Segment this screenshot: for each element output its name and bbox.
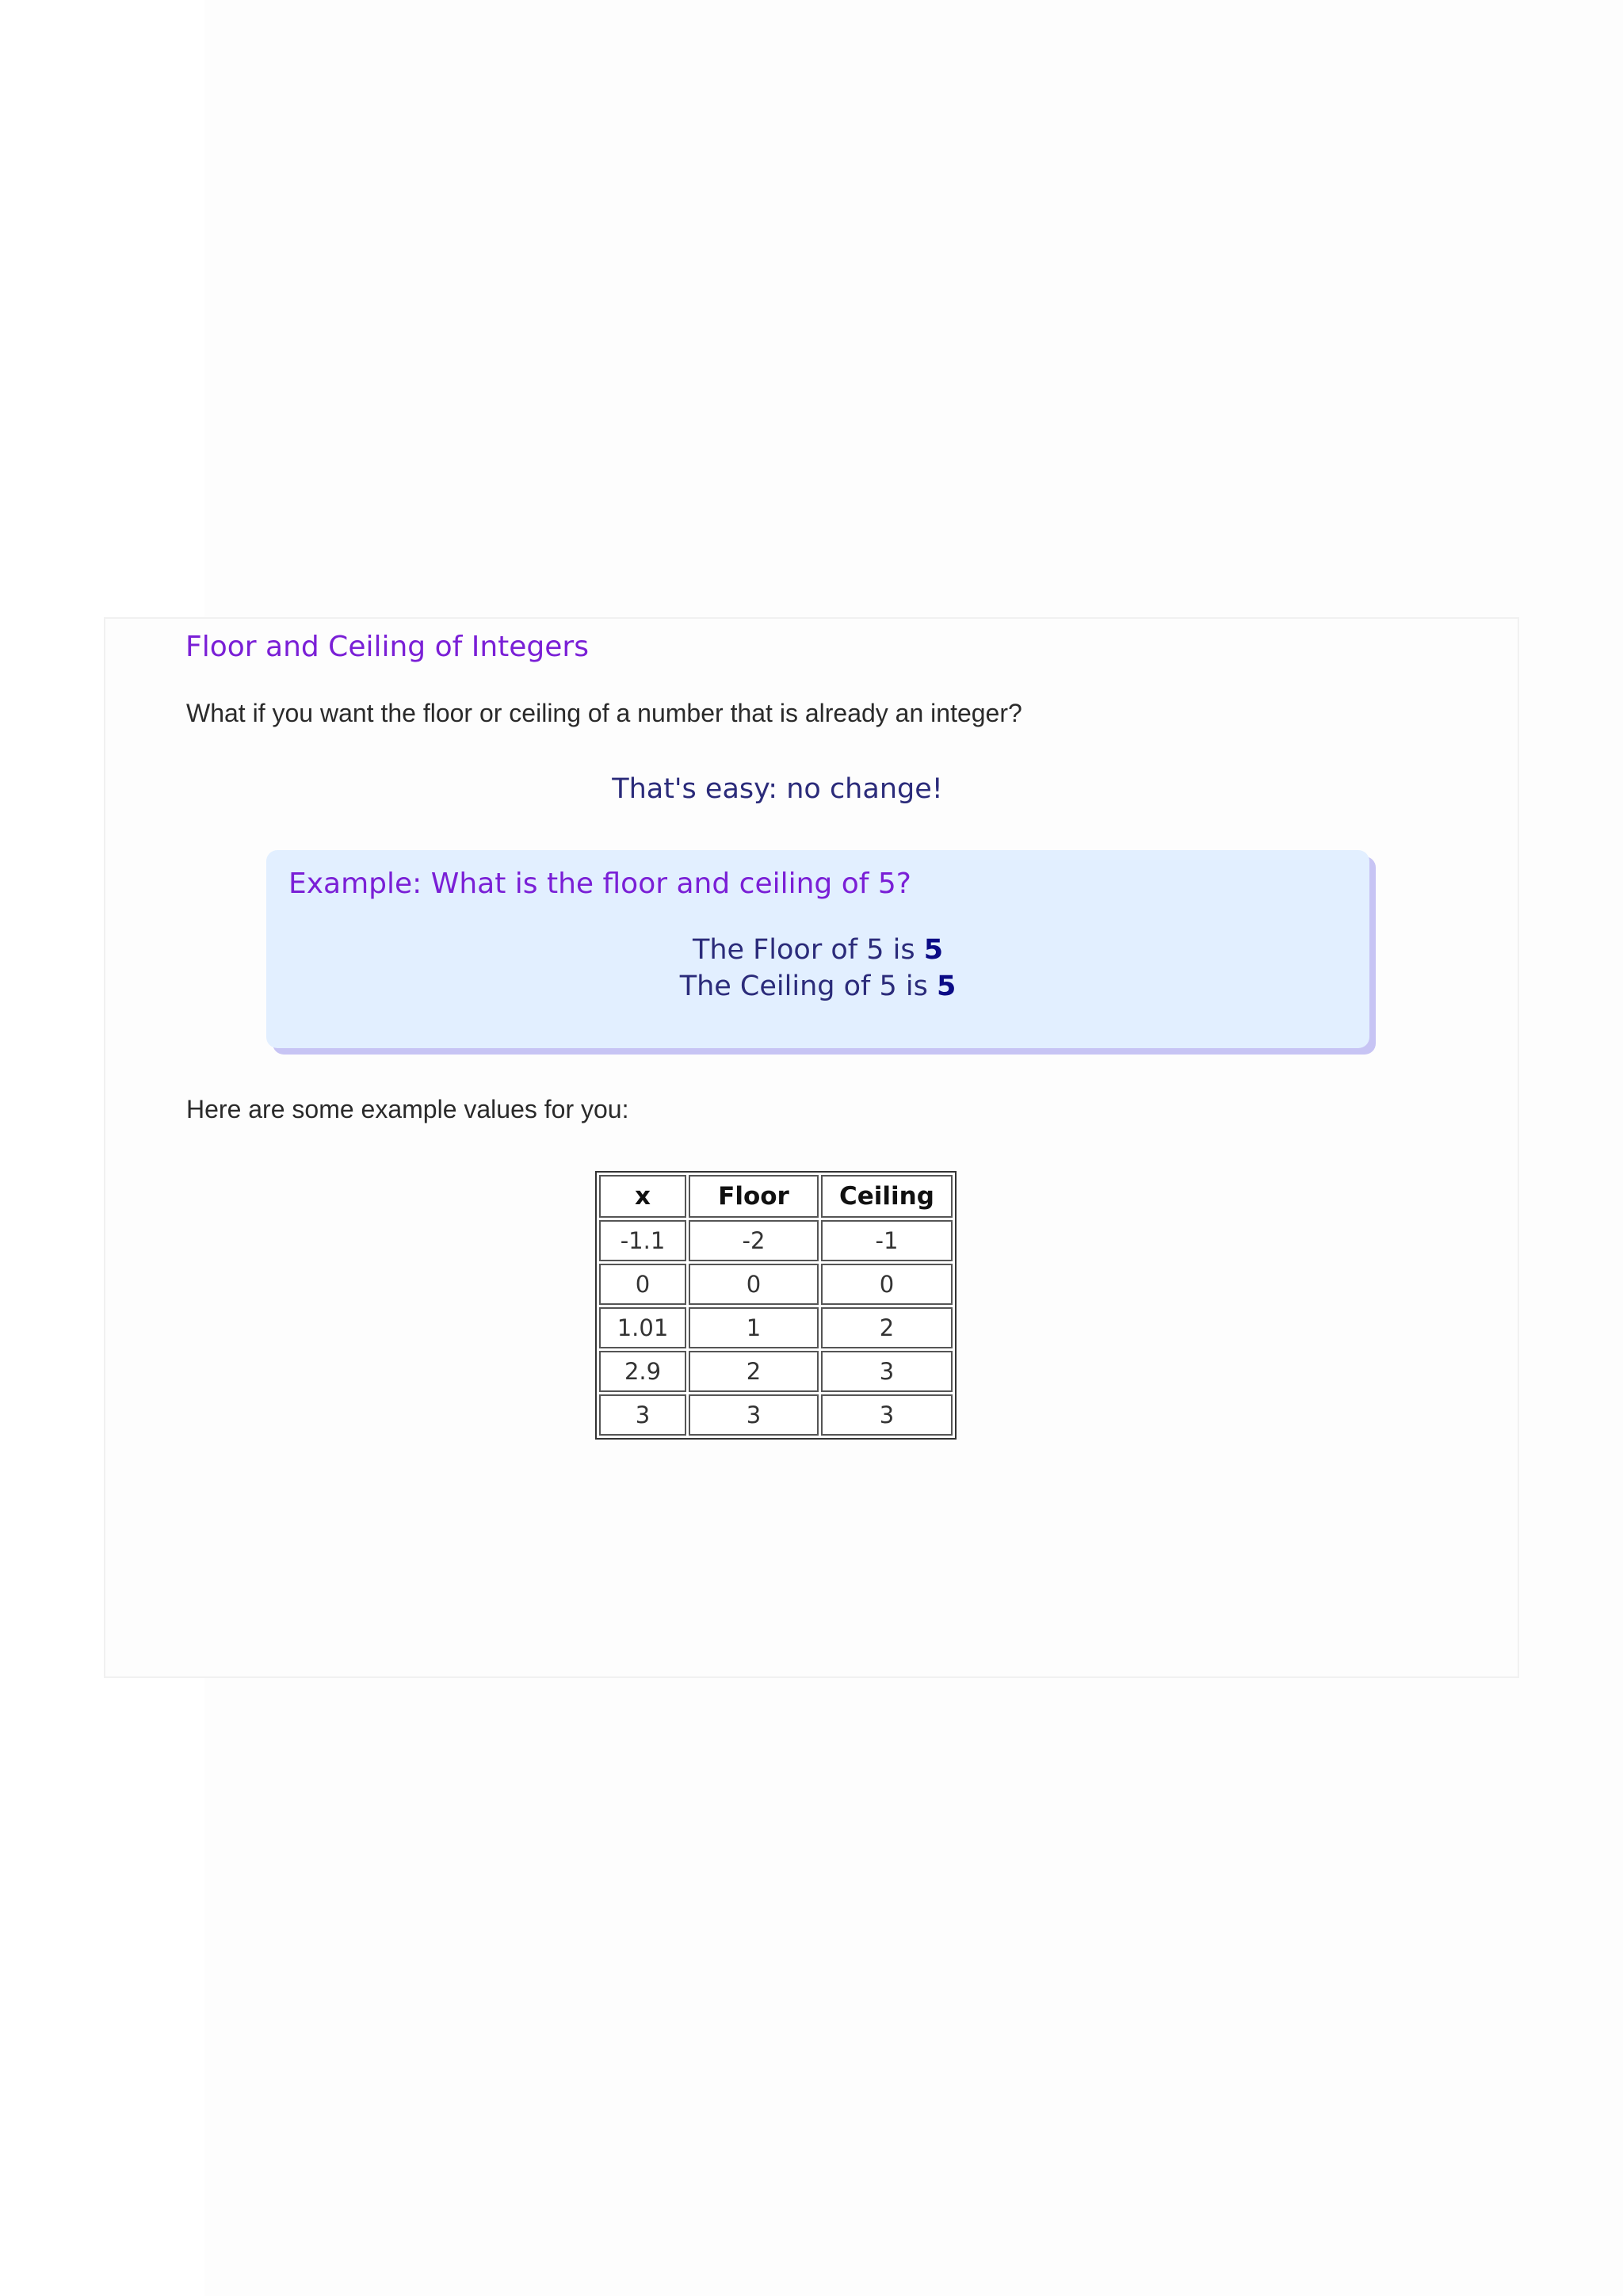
floor-result	[0, 934, 1623, 966]
cell-floor: 1	[689, 1307, 819, 1348]
page-title: Floor and Ceiling of Integers	[185, 631, 589, 663]
example-title: Example: What is the floor and ceiling of 5?	[288, 868, 911, 900]
cell-floor: 2	[689, 1351, 819, 1392]
cell-ceiling: 2	[821, 1307, 953, 1348]
cell-floor: 3	[689, 1394, 819, 1436]
ceiling-result	[0, 971, 1623, 1002]
cell-x: 1.01	[599, 1307, 686, 1348]
cell-floor: -2	[689, 1220, 819, 1261]
floor-result-value: 5	[923, 934, 944, 966]
intro-question: What if you want the floor or ceiling of a number that is already an integer?	[186, 699, 1022, 727]
table-row	[599, 1351, 953, 1392]
cell-x: 2.9	[599, 1351, 686, 1392]
cell-floor: 0	[689, 1264, 819, 1305]
cell-ceiling: -1	[821, 1220, 953, 1261]
header-ceiling: Ceiling	[821, 1175, 953, 1218]
header-floor: Floor	[689, 1175, 819, 1218]
cell-ceiling: 3	[821, 1394, 953, 1436]
table-row	[599, 1264, 953, 1305]
header-x: x	[599, 1175, 686, 1218]
cell-x: 0	[599, 1264, 686, 1305]
ceiling-result-value: 5	[936, 971, 957, 1002]
cell-x: -1.1	[599, 1220, 686, 1261]
cell-ceiling: 3	[821, 1351, 953, 1392]
table-header-row	[599, 1175, 953, 1218]
floor-result-label: The Floor of 5 is	[692, 934, 924, 966]
answer-text: That's easy: no change!	[612, 773, 943, 805]
values-table	[595, 1171, 957, 1440]
table-row	[599, 1394, 953, 1436]
cell-ceiling: 0	[821, 1264, 953, 1305]
ceiling-result-label: The Ceiling of 5 is	[679, 971, 937, 1002]
table-row	[599, 1307, 953, 1348]
cell-x: 3	[599, 1394, 686, 1436]
table-row	[599, 1220, 953, 1261]
values-intro: Here are some example values for you:	[186, 1095, 629, 1123]
